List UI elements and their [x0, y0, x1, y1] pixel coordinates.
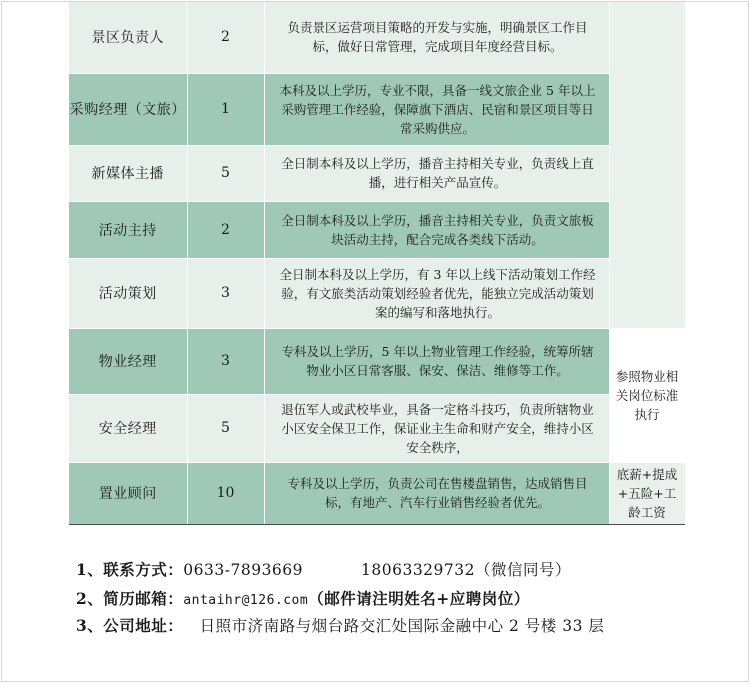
position-name: 物业经理	[69, 328, 187, 394]
position-name: 安全经理	[69, 394, 187, 462]
table-row	[69, 258, 685, 328]
headcount: 5	[187, 145, 264, 201]
headcount: 3	[187, 328, 264, 394]
job-requirement: 全日制本科及以上学历，播音主持相关专业，负责线上直播，进行相关产品宣传。	[264, 145, 609, 201]
company-address: 日照市济南路与烟台路交汇处国际金融中心 2 号楼 33 层	[199, 617, 605, 635]
salary-sales: 底薪+提成+五险+工龄工资	[609, 462, 685, 524]
position-name: 活动主持	[69, 201, 187, 258]
job-requirement: 本科及以上学历，专业不限，具备一线文旅企业 5 年以上采购管理工作经验，保障旗下酒店、民宿和景区项目等日常采购供应。	[264, 73, 609, 145]
headcount: 10	[187, 462, 264, 524]
phone-mobile: 18063329732（微信同号）	[361, 561, 571, 579]
position-name: 景区负责人	[69, 2, 187, 73]
page	[1, 1, 749, 682]
position-name: 新媒体主播	[69, 145, 187, 201]
contact-email-label: 2、简历邮箱：	[76, 589, 184, 608]
job-requirement: 专科及以上学历，负责公司在售楼盘销售，达成销售目标，有地产、汽车行业销售经验者优先。	[264, 462, 609, 524]
headcount: 2	[187, 201, 264, 258]
table-row	[69, 328, 685, 394]
table-row	[69, 462, 685, 524]
job-requirement: 负责景区运营项目策略的开发与实施，明确景区工作目标，做好日常管理，完成项目年度经营目标。	[264, 2, 609, 73]
job-table	[69, 2, 686, 525]
email-note: （邮件请注明姓名+应聘岗位）	[308, 589, 530, 608]
contact-address	[76, 614, 604, 636]
position-name: 采购经理（文旅）	[69, 73, 187, 145]
salary-property: 参照物业相关岗位标准执行	[609, 328, 685, 462]
table-bottom-rule	[69, 524, 685, 525]
contact-email	[76, 587, 530, 609]
table-row	[69, 394, 685, 462]
job-requirement: 全日制本科及以上学历，有 3 年以上线下活动策划工作经验，有文旅类活动策划经验者优先，能独立完成活动策划案的编写和落地执行。	[264, 258, 609, 328]
headcount: 3	[187, 258, 264, 328]
headcount: 1	[187, 73, 264, 145]
contact-address-label: 3、公司地址：	[76, 616, 184, 635]
position-name: 置业顾问	[69, 462, 187, 524]
contact-phone-label: 1、联系方式：	[76, 560, 184, 579]
email-address[interactable]: antaihr@126.com	[183, 593, 309, 608]
contact-phone	[76, 558, 571, 580]
headcount: 2	[187, 2, 264, 73]
table-row	[69, 145, 685, 201]
phone-landline: 0633-7893669	[183, 561, 304, 579]
headcount: 5	[187, 394, 264, 462]
table-row	[69, 201, 685, 258]
job-requirement: 退伍军人或武校毕业，具备一定格斗技巧，负责所辖物业小区安全保卫工作，保证业主生命和财产安全，维持小区安全秩序，	[264, 394, 609, 462]
position-name: 活动策划	[69, 258, 187, 328]
job-requirement: 全日制本科及以上学历，播音主持相关专业，负责文旅板块活动主持，配合完成各类线下活动。	[264, 201, 609, 258]
salary-cell-empty	[609, 2, 685, 328]
job-requirement: 专科及以上学历，5 年以上物业管理工作经验，统筹所辖物业小区日常客服、保安、保洁、维修等工作。	[264, 328, 609, 394]
table-row	[69, 73, 685, 145]
table-row	[69, 2, 685, 73]
